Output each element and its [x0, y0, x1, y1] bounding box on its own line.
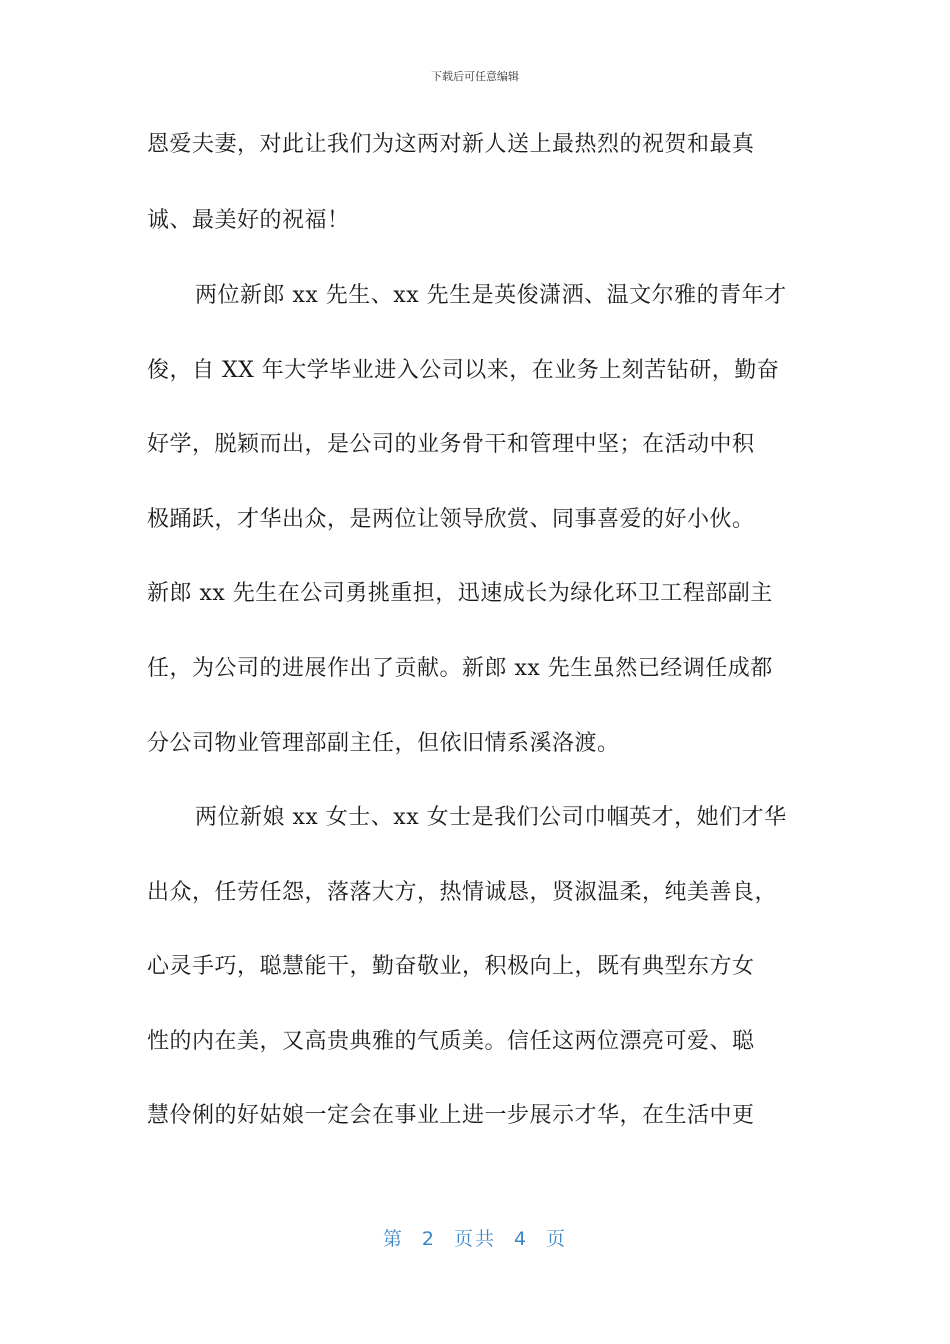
paragraph-first-line: 两位新娘 xx 女士、xx 女士是我们公司巾帼英才，她们才华 — [195, 805, 787, 830]
page-header: 下载后可任意编辑 — [431, 70, 519, 83]
text-line: 极踊跃，才华出众，是两位让领导欣赏、同事喜爱的好小伙。 — [147, 507, 755, 532]
text-line: 好学，脱颖而出，是公司的业务骨干和管理中坚；在活动中积 — [147, 432, 755, 457]
text-line: 诚、最美好的祝福！ — [147, 208, 350, 233]
text-line: 俊，自 XX 年大学毕业进入公司以来，在业务上刻苦钻研，勤奋 — [147, 358, 780, 383]
text-line: 慧伶俐的好姑娘一定会在事业上进一步展示才华，在生活中更 — [147, 1103, 755, 1128]
page-number-footer: 第 2 页共 4 页 — [382, 1228, 568, 1250]
paragraph-first-line: 两位新郎 xx 先生、xx 先生是英俊潇洒、温文尔雅的青年才 — [195, 283, 787, 308]
text-line: 性的内在美，又高贵典雅的气质美。信任这两位漂亮可爱、聪 — [147, 1029, 755, 1054]
text-line: 新郎 xx 先生在公司勇挑重担，迅速成长为绿化环卫工程部副主 — [147, 581, 773, 606]
text-line: 分公司物业管理部副主任，但依旧情系溪洛渡。 — [147, 731, 620, 756]
text-line: 出众，任劳任怨，落落大方，热情诚恳，贤淑温柔，纯美善良， — [147, 880, 778, 905]
text-line: 心灵手巧，聪慧能干，勤奋敬业，积极向上，既有典型东方女 — [147, 954, 755, 979]
text-line: 恩爱夫妻，对此让我们为这两对新人送上最热烈的祝贺和最真 — [147, 132, 755, 157]
text-line: 任，为公司的进展作出了贡献。新郎 xx 先生虽然已经调任成都 — [147, 656, 773, 681]
